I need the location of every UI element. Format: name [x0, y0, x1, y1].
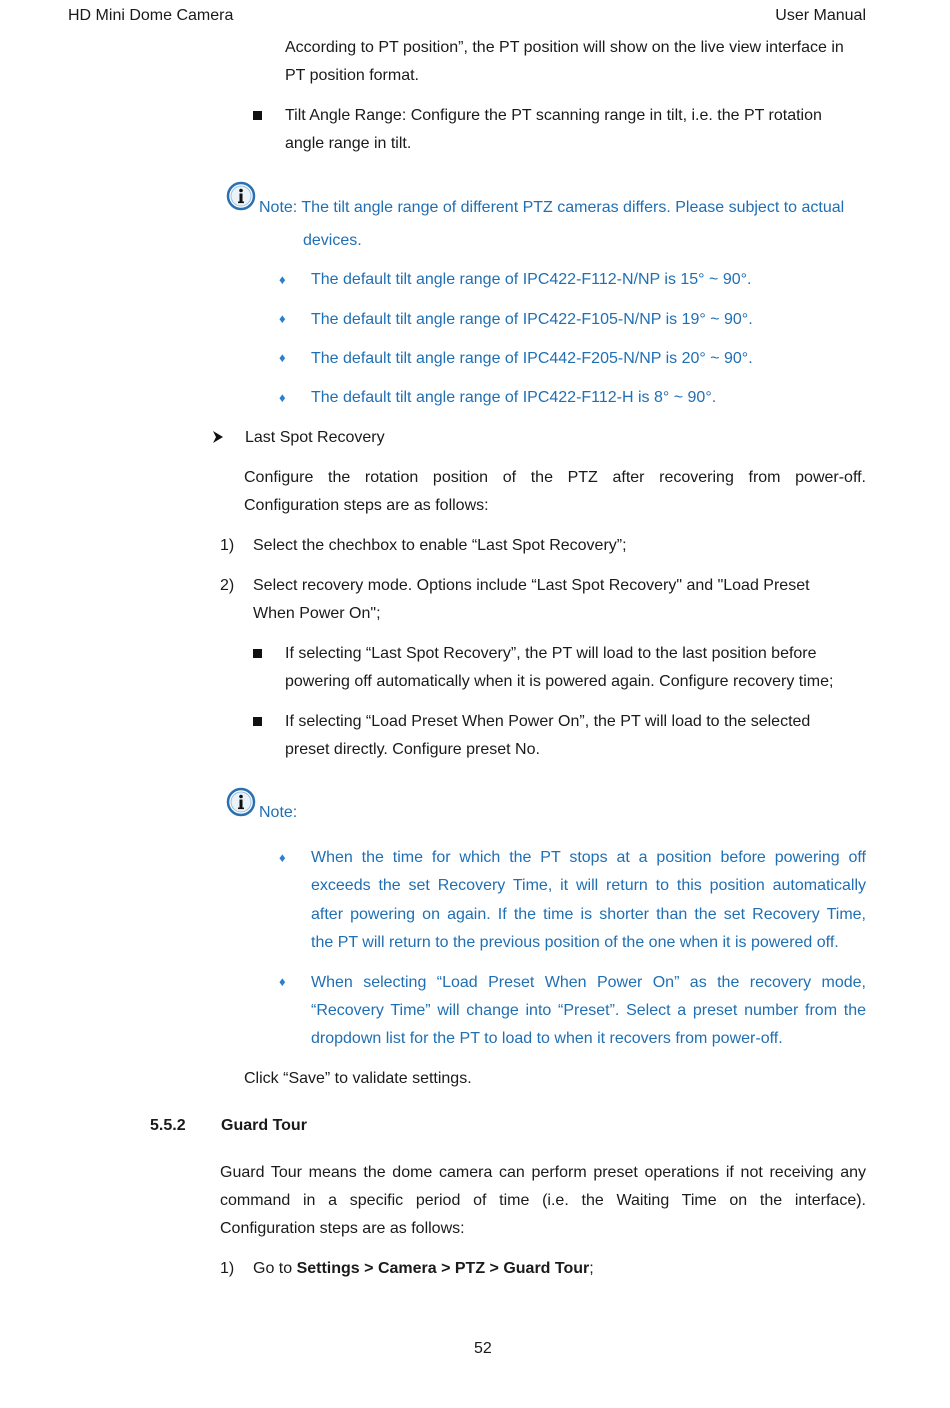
step-number: 2) — [220, 577, 235, 594]
note2-item2-line: dropdown list for the PT to load to when it recovers from power-off. — [311, 1030, 783, 1047]
step-number: 1) — [220, 1260, 235, 1277]
pt-position-line1: According to PT position”, the PT position will show on the live view interface in — [285, 39, 844, 56]
menu-path-guard-tour: Guard Tour — [503, 1260, 590, 1277]
square-bullet-icon — [253, 717, 262, 726]
note2-item1-line: When the time for which the PT stops at a position before powering off — [311, 849, 866, 866]
last-spot-step2-line2: When Power On"; — [253, 605, 381, 622]
note2-item1-line: the PT will return to the previous position of the one when it is powered off. — [311, 934, 839, 951]
note1-line1: Note: The tilt angle range of different PTZ cameras differs. Please subject to actual — [259, 199, 845, 216]
recovery-bullet1-line2: powering off automatically when it is powered again. Configure recovery time; — [285, 673, 834, 690]
note1-item: The default tilt angle range of IPC422-F112-N/NP is 15° ~ 90°. — [311, 271, 752, 288]
note2-item1-line: exceeds the set Recovery Time, it will return to this position automatically — [311, 877, 866, 894]
last-spot-step1: Select the chechbox to enable “Last Spot Recovery”; — [253, 537, 627, 554]
menu-path-camera: Camera — [377, 1260, 437, 1277]
last-spot-title: Last Spot Recovery — [245, 429, 385, 446]
note2-item2-line: “Recovery Time” will change into “Preset”. Select a preset number from the — [311, 1002, 866, 1019]
note2-label: Note: — [259, 804, 298, 821]
menu-path-separator: > — [359, 1260, 378, 1277]
diamond-bullet-icon: ♦ — [279, 390, 286, 405]
header-right: User Manual — [775, 7, 866, 24]
recovery-bullet1-line1: If selecting “Last Spot Recovery”, the PT will load to the last position before — [285, 645, 817, 662]
recovery-bullet2-line1: If selecting “Load Preset When Power On”, the PT will load to the selected — [285, 713, 811, 730]
diamond-bullet-icon: ♦ — [279, 850, 286, 865]
last-spot-desc-line2: Configuration steps are as follows: — [244, 497, 489, 514]
note1-line2: devices. — [303, 232, 362, 249]
info-icon — [226, 181, 256, 211]
step-number: 1) — [220, 537, 235, 554]
section-number: 5.5.2 — [150, 1117, 186, 1134]
note1-item: The default tilt angle range of IPC422-F112-H is 8° ~ 90°. — [311, 389, 717, 406]
last-spot-desc-line1: Configure the rotation position of the PTZ after recovering from power-off. — [244, 469, 866, 486]
guard-tour-para-line: Guard Tour means the dome camera can perform preset operations if not receiving any — [220, 1164, 866, 1181]
recovery-bullet2-line2: preset directly. Configure preset No. — [285, 741, 540, 758]
guard-tour-para-line: Configuration steps are as follows: — [220, 1220, 465, 1237]
last-spot-step2-line1: Select recovery mode. Options include “Last Spot Recovery" and "Load Preset — [253, 577, 810, 594]
menu-path-settings: Settings — [296, 1260, 360, 1277]
pt-position-line2: PT position format. — [285, 67, 419, 84]
menu-path-separator: > — [485, 1260, 504, 1277]
step-text-suffix: ; — [589, 1260, 594, 1277]
diamond-bullet-icon: ♦ — [279, 311, 286, 326]
menu-path-ptz: PTZ — [454, 1260, 486, 1277]
arrowhead-bullet-icon — [212, 430, 224, 444]
tilt-range-line2: angle range in tilt. — [285, 135, 412, 152]
note1-item: The default tilt angle range of IPC422-F105-N/NP is 19° ~ 90°. — [311, 311, 753, 328]
save-instruction: Click “Save” to validate settings. — [244, 1070, 472, 1087]
note1-item: The default tilt angle range of IPC442-F205-N/NP is 20° ~ 90°. — [311, 350, 753, 367]
note2-item2-line: When selecting “Load Preset When Power On” as the recovery mode, — [311, 974, 866, 991]
square-bullet-icon — [253, 111, 262, 120]
square-bullet-icon — [253, 649, 262, 658]
step-text: Go to — [253, 1260, 297, 1277]
tilt-range-line1: Tilt Angle Range: Configure the PT scanning range in tilt, i.e. the PT rotation — [285, 107, 822, 124]
menu-path-separator: > — [436, 1260, 455, 1277]
note2-item1-line: after powering on again. If the time is shorter than the set Recovery Time, — [311, 906, 866, 923]
diamond-bullet-icon: ♦ — [279, 974, 286, 989]
diamond-bullet-icon: ♦ — [279, 350, 286, 365]
guard-tour-para-line: command in a specific period of time (i.e. the Waiting Time on the interface). — [220, 1192, 866, 1209]
diamond-bullet-icon: ♦ — [279, 272, 286, 287]
info-icon — [226, 787, 256, 817]
guard-tour-step1 — [253, 1255, 594, 1283]
section-title: Guard Tour — [221, 1117, 307, 1134]
header-left: HD Mini Dome Camera — [68, 7, 234, 24]
page-number: 52 — [474, 1340, 492, 1357]
